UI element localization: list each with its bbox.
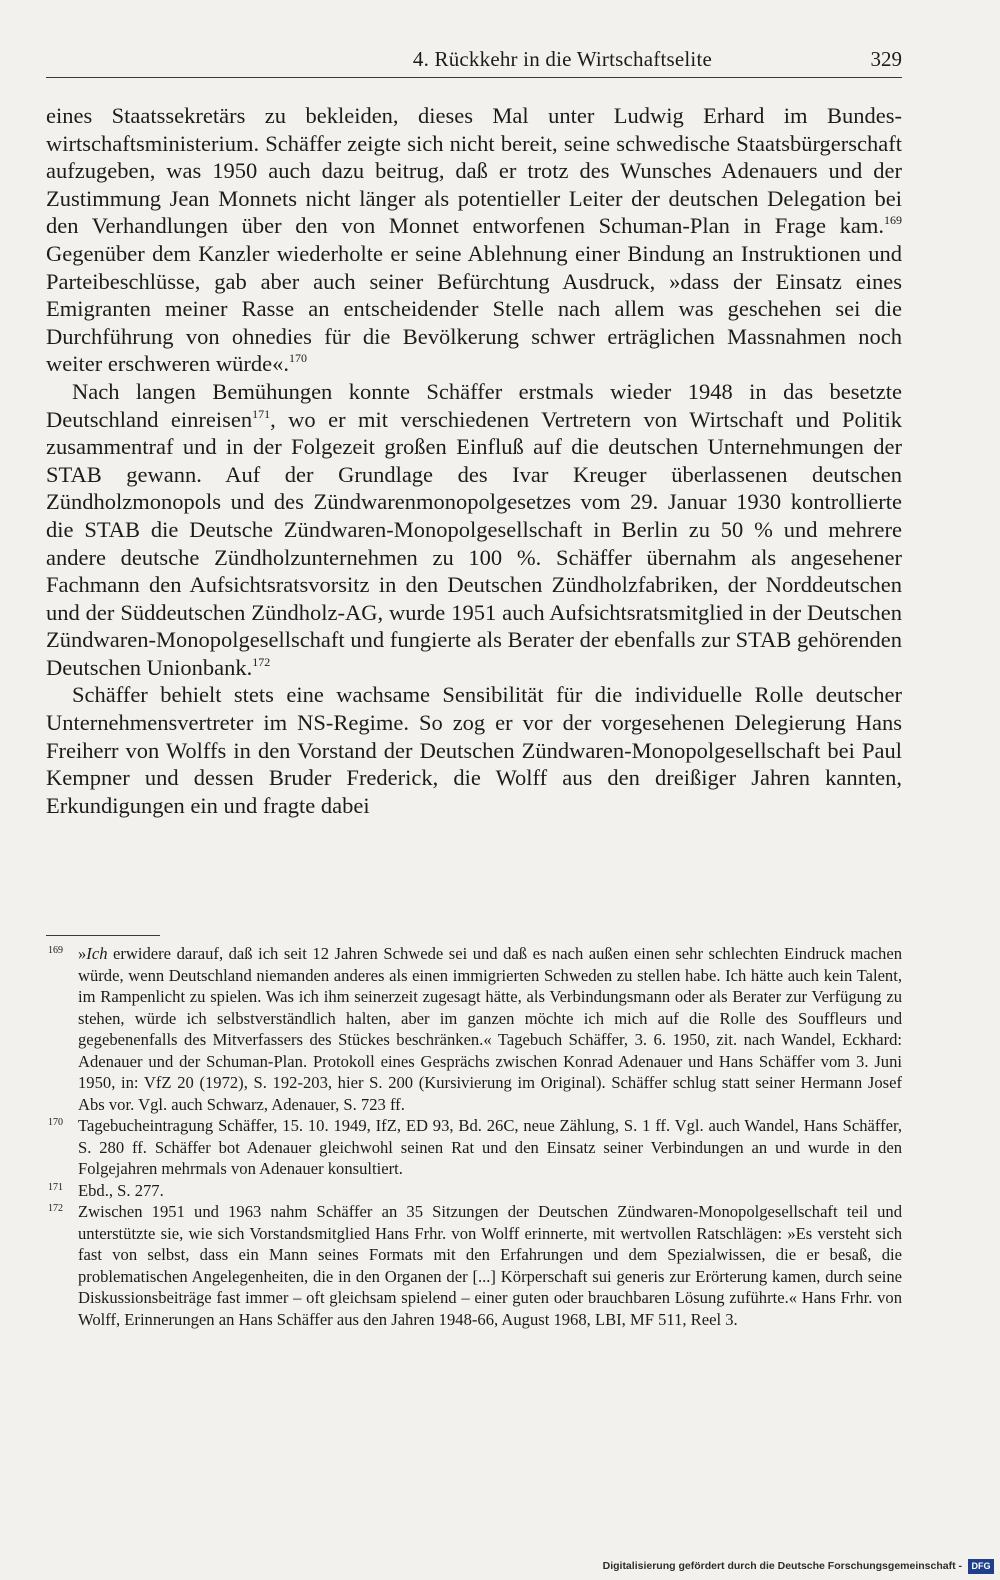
footnote-number: 171 bbox=[48, 1181, 63, 1193]
running-head: 4. Rückkehr in die Wirtschaftselite bbox=[412, 47, 712, 71]
paragraph-text: , wo er mit verschiedenen Vertretern von Wirtschaft und Politik zusammentraf und in der Folgezeit großen Einfluß auf die deutschen Unternehmungen der STAB gewann. Auf der Grundlage des Ivar Kreuger überlassenen deutschen Zündholzmonopols und des Zündwarenmonopolgesetzes vom 29. Januar 1930 kontrollierte die STAB die Deutsche Zündwaren-Monopolgesellschaft in Berlin zu 50 % und mehrere andere deutsche Zündholzunternehmen zu 100 %. Schäffer übernahm als angesehener Fachmann den Aufsichtsratsvorsitz in den Deutschen Zündholzfabriken, der Norddeutschen und der Süddeutschen Zündholz-AG, wurde 1951 auch Aufsichtsratsmitglied in der Deutschen Zündwaren-Monopolgesellschaft und fungierte als Berater der ebenfalls zur STAB gehörenden Deutschen Unionbank. bbox=[46, 406, 902, 680]
paragraph-text: Schäffer behielt stets eine wachsame Sensibilität für die individuelle Rolle deutscher Unternehmensvertreter im NS-Regime. So zog er vor der vorgesehenen Delegierung Hans Freiherr von Wolffs in den Vorstand der Deutschen Zündwaren-Monopolgesellschaft bei Paul Kempner und dessen Bruder Frederick, die Wolff aus den dreißiger Jahren kannten, Erkundigungen ein und fragte dabei bbox=[46, 682, 902, 818]
footnote-emphasis: Ich bbox=[86, 944, 108, 963]
paragraph-text: Gegenüber dem Kanzler wiederholte er seine Ablehnung einer Bindung an Instruktionen und Parteibeschlüsse, gab aber auch seiner Befürchtung Ausdruck, »dass der Einsatz eines Emigranten meiner Rasse an entscheidender Stelle nach allem was geschehen sei die Durchführung von ohnedies für die Bevölkerung schwer erträglichen Massnahmen noch weiter erschweren würde«. bbox=[46, 240, 902, 377]
footnote-text: erwidere darauf, daß ich seit 12 Jahren Schwede sei und daß es nach außen einen sehr schlechten Eindruck machen würde, wenn Deutschland niemanden anderes als einen immigrierten Schweden zu stellen habe. Ich hätte auch kein Talent, im Rampenlicht zu spielen. Was ich ihm seinerzeit zugesagt hätte, als Verbindungsmann oder als Berater zur Verfügung zu stehen, würde ich selbstverständlich halten, aber im ganzen möchte ich mich auf die Rolle des Souffleurs und gegebenenfalls des Mitverfassers des Stückes beschränken.« Tagebuch Schäffer, 3. 6. 1950, zit. nach Wandel, Eckhard: Adenauer und der Schuman-Plan. Protokoll eines Gesprächs zwischen Konrad Adenauer und Hans Schäffer vom 3. Juni 1950, in: VfZ 20 (1972), S. 192-203, hier S. 200 (Kursivierung im Original). Schäffer schlug statt seiner Hermann Josef Abs vor. Vgl. auch Schwarz, Adenauer, S. 723 ff. bbox=[78, 944, 902, 1114]
footnote-reference: 169 bbox=[884, 213, 902, 228]
footnote bbox=[46, 1115, 902, 1180]
main-text bbox=[46, 102, 902, 819]
footnote-reference: 171 bbox=[252, 406, 271, 421]
footnote-number: 172 bbox=[48, 1203, 63, 1214]
footnote bbox=[46, 1201, 902, 1330]
paragraph-text: eines Staatssekretärs zu bekleiden, dieses Mal unter Ludwig Erhard im Bundeswirtschaftsministerium. Schäffer zeigte sich nicht bereit, seine schwedische Staatsbürgerschaft aufzugeben, was 1950 auch dazu beitrug, daß er trotz des Wunsches Adenauers und der Zustimmung Jean Monnets nicht länger als potentieller Leiter der deutschen Delegation bei den Verhandlungen über den von Monnet entworfenen Schuman-Plan in Frage kam. bbox=[46, 103, 902, 239]
footnotes bbox=[46, 943, 902, 1330]
page-header bbox=[46, 45, 902, 78]
page-number: 329 bbox=[870, 47, 902, 71]
footnote bbox=[46, 1180, 902, 1202]
footnote-reference: 172 bbox=[252, 654, 271, 669]
footnote-number: 169 bbox=[48, 945, 63, 956]
paragraph bbox=[46, 102, 902, 378]
footnote-divider bbox=[46, 935, 160, 936]
footnote bbox=[46, 943, 902, 1115]
footnote-text: » bbox=[78, 944, 87, 963]
paragraph bbox=[46, 681, 902, 819]
paragraph-text: Nach langen Bemühungen konnte Schäffer erstmals wieder 1948 in das besetzte Deutschland einreisen bbox=[46, 378, 902, 432]
footnote-text: Tagebucheintragung Schäffer, 15. 10. 1949, IfZ, ED 93, Bd. 26C, neue Zählung, S. 1 ff. Vgl. auch Wandel, Hans Schäffer, S. 280 ff. Schäffer bot Adenauer gleichwohl seinen Rat und den Einsatz seiner Verbindungen an und wurde in den Folgejahren mehrmals von Adenauer konsultiert. bbox=[78, 1116, 902, 1178]
footnote-number: 170 bbox=[48, 1117, 63, 1128]
digitization-credit: Digitalisierung gefördert durch die Deutsche Forschungsgemeinschaft - bbox=[602, 1560, 962, 1572]
dfg-logo: DFG bbox=[968, 1559, 994, 1574]
footnote-text: Ebd., S. 277. bbox=[78, 1180, 164, 1200]
paragraph bbox=[46, 378, 902, 682]
footnote-text: Zwischen 1951 und 1963 nahm Schäffer an 35 Sitzungen der Deutschen Zündwaren-Monopolgesellschaft teil und unterstützte sie, wie sich Vorstandsmitglied Hans Frhr. von Wolff erinnerte, mit wertvollen Ratschlägen: »Es versteht sich fast von selbst, dass ein Mann seines Formats mit den Erfahrungen und dem Spezialwissen, die er besaß, die problematischen Angelegenheiten, die in den Organen der [...] Körperschaft sui generis zur Erörterung kamen, durch seine Diskussionsbeiträge fast immer – oft gleichsam spielend – einer guten oder brauchbaren Lösung zuführte.« Hans Frhr. von Wolff, Erinnerungen an Hans Schäffer aus den Jahren 1948-66, August 1968, LBI, MF 511, Reel 3. bbox=[78, 1202, 902, 1329]
footnote-reference: 170 bbox=[289, 351, 308, 366]
